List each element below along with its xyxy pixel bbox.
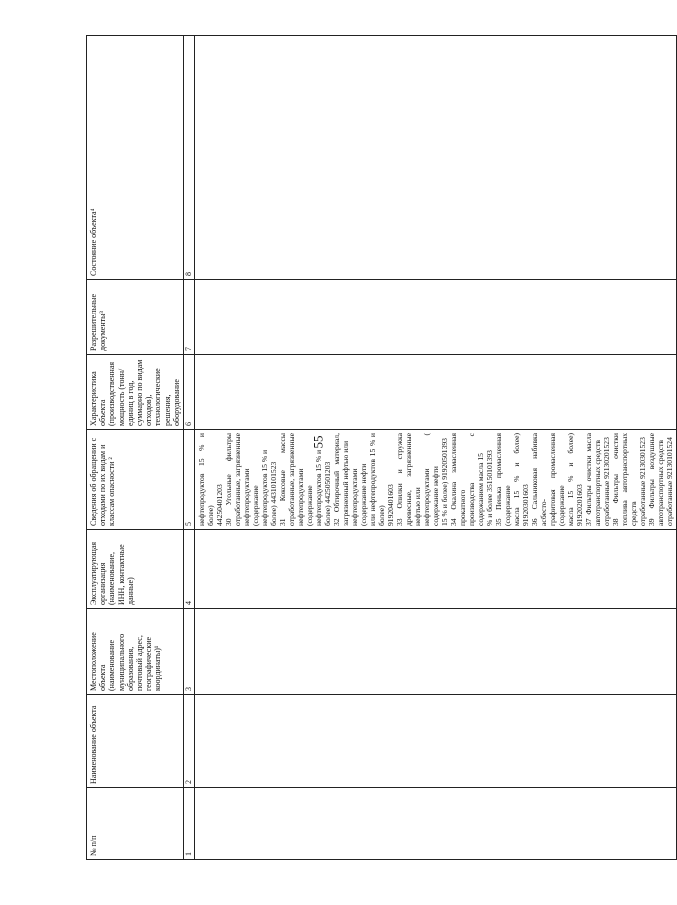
index-cell: 1 [184, 788, 195, 860]
waste-line: 35 Пенька промасленная (содержание [494, 433, 513, 526]
cell-waste-info [195, 430, 677, 530]
rotated-table-container [86, 36, 675, 860]
cell-object-name [195, 695, 677, 788]
waste-line: % и более 35150101393 [485, 450, 495, 526]
header-object-name: Наименование объекта [87, 695, 184, 788]
header-characteristics: Характеристика объекта (производственная мощность (тонн/единиц в год, суммарно по видам отходов), технологические решения, оборудование [87, 355, 184, 430]
cell-operator [195, 530, 677, 609]
waste-line: (содержание нефтепродуктов 15 % и [251, 449, 270, 526]
index-cell: 7 [184, 280, 195, 355]
index-cell: 5 [184, 430, 195, 530]
header-permits: Разрешительные документы³ [87, 280, 184, 355]
index-cell: 3 [184, 609, 195, 695]
data-row [195, 36, 677, 860]
header-waste-info: Сведения об обращении с отходами по их видам и классам опасности ² [87, 430, 184, 530]
index-cell: 6 [184, 355, 195, 430]
waste-line: графитовая промасленная (содержание [548, 433, 567, 526]
waste-line: производства с содержанием масла 15 [467, 433, 486, 526]
table-wrap [86, 36, 675, 860]
cell-permits [195, 280, 677, 355]
waste-line: нефтепродуктами (содержание нефти [350, 463, 369, 526]
waste-line: 32 Обтирочный материал, загрязненный нефтью или [332, 433, 351, 526]
index-row [184, 36, 195, 860]
header-operator: Эксплуатирующая организация (наименование, ИНН, контактные данные) [87, 530, 184, 609]
waste-line: отработанные 92130301523 [638, 437, 648, 526]
waste-line: масла 15 % и более) 91920201603 [566, 433, 585, 526]
page-number: 55 [310, 435, 326, 449]
waste-line: 31 Коксовые массы отработанные, загрязненные нефтепродуктами [278, 433, 306, 526]
index-cell: 8 [184, 36, 195, 280]
header-location: Местоположение объекта (наименование муниципального образования, почтовый адрес, географические координаты)¹ [87, 609, 184, 695]
waste-line: 30 Угольные фильтры отработанные, загрязненные нефтепродуктами [224, 433, 252, 526]
waste-line: отработанные 92130101524 [665, 437, 675, 526]
waste-line: 39 Фильтры воздушные автотранспортных средств [647, 433, 666, 526]
waste-line: нефтепродуктами ( содержание нефти [422, 433, 441, 526]
header-status: Состояние объекта⁴ [87, 36, 184, 280]
waste-line: 44250401203 [215, 484, 225, 526]
waste-line: нефтепродуктов 15 % и более) [197, 433, 216, 526]
header-row [87, 36, 184, 860]
waste-line: масла 15 % и более) 91920301603 [512, 433, 531, 526]
registry-table [86, 35, 677, 860]
cell-number [195, 788, 677, 860]
waste-line: 33 Опилки и стружка древесные, загрязненные нефтью или [395, 433, 423, 526]
waste-line: 36 Сальниковая набивка асбесто- [530, 433, 549, 526]
waste-line: отработанные 92130201523 [602, 437, 612, 526]
cell-status [195, 36, 677, 280]
waste-line: более) 44250501203 [323, 461, 333, 526]
header-number: № п/п [87, 788, 184, 860]
waste-line: 91920401603 [386, 484, 396, 526]
waste-line: 38 Фильтры очистки топлива автотранспортных средств [611, 433, 639, 526]
waste-line: более) 44310101523 [269, 461, 279, 526]
index-cell: 2 [184, 695, 195, 788]
cell-characteristics [195, 355, 677, 430]
cell-location [195, 609, 677, 695]
index-cell: 4 [184, 530, 195, 609]
waste-line: 15 % и более) 91920501393 [440, 438, 450, 526]
waste-line: 34 Окалина замасленная прокатного [449, 433, 468, 526]
waste-line: (содержание нефтепродуктов 15 % и [305, 449, 324, 526]
waste-line: или нефтепродуктов 15 % и более) [368, 433, 387, 526]
waste-line: 37 Фильтры очистки масла автотранспортных средств [584, 433, 603, 526]
